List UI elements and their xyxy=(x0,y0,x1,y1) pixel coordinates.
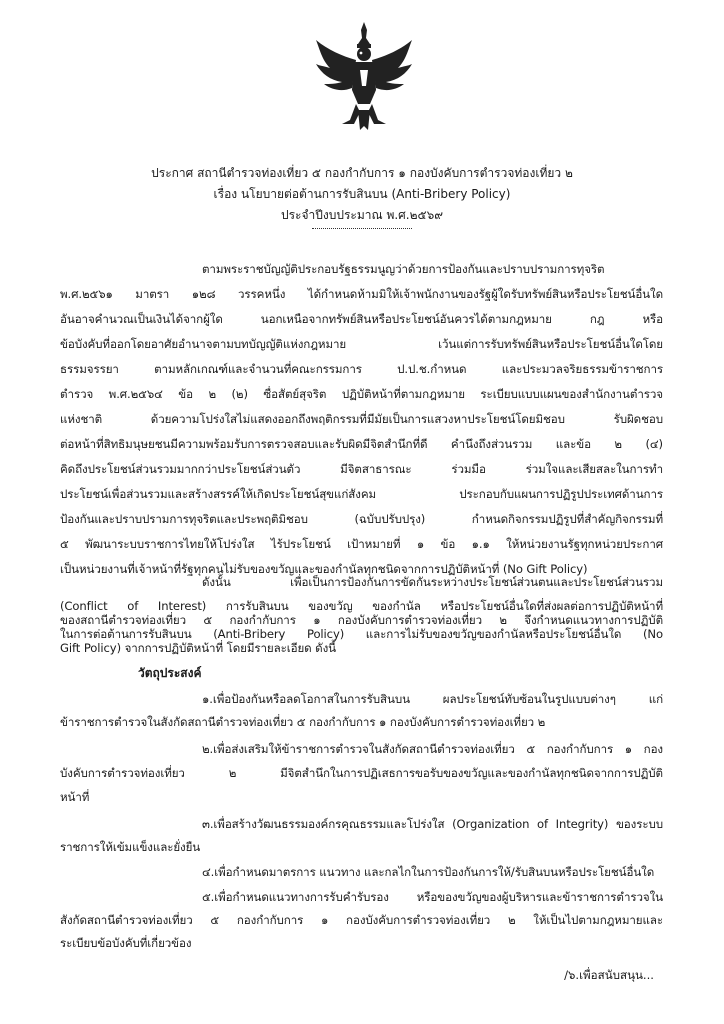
paragraph-line: ต่อหน้าที่สิทธิมนุษยชนมีความพร้อมรับการตรวจสอบและรับผิดมีจิตสำนึกที่ดี คำนึงถึงส่วนรวม และข้อ ๒ (๔) xyxy=(60,437,663,451)
paragraph-line: ตามพระราชบัญญัติประกอบรัฐธรรมนูญว่าด้วยการป้องกันและปราบปรามการทุจริต xyxy=(202,262,605,276)
continuation-marker: /๖.เพื่อสนับสนุน... xyxy=(564,968,654,982)
paragraph-line: (Conflict of Interest) การรับสินบน ของขวัญ ของกำนัล หรือประโยชน์อื่นใดที่ส่งผลต่อการปฏิบัติหน้าที่ xyxy=(60,599,663,613)
paragraph-line: ของสถานีตำรวจท่องเที่ยว ๕ กองกำกับการ ๑ กองบังคับการตำรวจท่องเที่ยว ๒ จึงกำหนดแนวทางการปฏิบัติ xyxy=(60,613,663,627)
paragraph-line: อันอาจคำนวณเป็นเงินได้จากผู้ใด นอกเหนือจากทรัพย์สินหรือประโยชน์อันควรได้ตามกฎหมาย กฎ หรือ xyxy=(60,312,663,326)
announcement-title: ประกาศ สถานีตำรวจท่องเที่ยว ๕ กองกำกับการ ๑ กองบังคับการตำรวจท่องเที่ยว ๒ xyxy=(151,166,573,180)
paragraph-line: ข้อบังคับที่ออกโดยอาศัยอำนาจตามบทบัญญัติแห่งกฎหมาย เว้นแต่การรับทรัพย์สินหรือประโยชน์อื่นใดโดย xyxy=(60,337,663,351)
paragraph-line: Gift Policy) จากการปฏิบัติหน้าที่ โดยมีรายละเอียด ดังนี้ xyxy=(60,641,336,655)
paragraph-line: แห่งชาติ ด้วยความโปร่งใสไม่แสดงออกถึงพฤติกรรมที่มีมัยเป็นการแสวงหาประโยชน์โดยมิชอบ รับผิดชอบ xyxy=(60,412,663,426)
paragraph-line: ตำรวจ พ.ศ.๒๕๖๔ ข้อ ๒ (๒) ซื่อสัตย์สุจริต ปฏิบัติหน้าที่ตามกฎหมาย ระเบียบแบบแผนของสำนักงานตำรวจ xyxy=(60,387,663,401)
objective-item-line: หน้าที่ xyxy=(60,790,90,804)
paragraph-line: ๕ พัฒนาระบบราชการไทยให้โปร่งใส ไร้ประโยชน์ เป้าหมายที่ ๑ ข้อ ๑.๑ ให้หน่วยงานรัฐทุกหน่วยประกาศ xyxy=(60,537,663,551)
paragraph-line: เป็นหน่วยงานที่เจ้าหน้าที่รัฐทุกคนไม่รับของขวัญและของกำนัลทุกชนิดจากการปฏิบัติหน้าที่ (No Gift Policy) xyxy=(60,562,588,576)
paragraph-line: ป้องกันและปราบปรามการทุจริตและประพฤติมิชอบ (ฉบับปรับปรุง) กำหนดกิจกรรมปฏิรูปที่สำคัญกิจกรรมที่ xyxy=(60,512,663,526)
objective-item-line: ๒.เพื่อส่งเสริมให้ข้าราชการตำรวจในสังกัดสถานีตำรวจท่องเที่ยว ๕ กองกำกับการ ๑ กอง xyxy=(202,742,663,756)
objective-item-line: ๑.เพื่อป้องกันหรือลดโอกาสในการรับสินบน ผลประโยชน์ทับซ้อนในรูปแบบต่างๆ แก่ xyxy=(202,692,663,706)
objective-item-line: ข้าราชการตำรวจในสังกัดสถานีตำรวจท่องเที่ยว ๕ กองกำกับการ ๑ กองบังคับการตำรวจท่องเที่ยว ๒ xyxy=(60,715,546,729)
paragraph-line: ธรรมจรรยา ตามหลักเกณฑ์และจำนวนที่คณะกรรมการ ป.ป.ช.กำหนด และประมวลจริยธรรมข้าราชการ xyxy=(60,362,663,376)
objective-item-line: บังคับการตำรวจท่องเที่ยว ๒ มีจิตสำนึกในการปฏิเสธการขอรับของขวัญและของกำนัลทุกชนิดจากการปฏิบัติ xyxy=(60,766,663,780)
garuda-emblem-icon xyxy=(312,20,416,132)
paragraph-line: พ.ศ.๒๕๖๑ มาตรา ๑๒๘ วรรคหนึ่ง ได้กำหนดห้ามมิให้เจ้าพนักงานของรัฐผู้ใดรับทรัพย์สินหรือประโยชน์อื่นใด xyxy=(60,287,663,301)
objective-item-line: ราชการให้เข้มแข็งและยั่งยืน xyxy=(60,840,201,854)
fiscal-year: ประจำปีงบประมาณ พ.ศ.๒๕๖๙ xyxy=(280,208,444,222)
announcement-subject: เรื่อง นโยบายต่อต้านการรับสินบน (Anti-Bribery Policy) xyxy=(213,187,511,201)
objective-item-line: ๓.เพื่อสร้างวัฒนธรรมองค์กรคุณธรรมและโปร่งใส (Organization of Integrity) ของระบบ xyxy=(202,817,663,831)
objectives-title: วัตถุประสงค์ xyxy=(138,666,202,680)
objective-item-line: ระเบียบข้อบังคับที่เกี่ยวข้อง xyxy=(60,936,192,950)
paragraph-line: ดังนั้น เพื่อเป็นการป้องกันการขัดกันระหว่างประโยชน์ส่วนตนและประโยชน์ส่วนรวม xyxy=(202,575,663,589)
objective-item-line: ๕.เพื่อกำหนดแนวทางการรับคำรับรอง หรือของขวัญของผู้บริหารและข้าราชการตำรวจใน xyxy=(202,890,663,904)
objective-item-line: สังกัดสถานีตำรวจท่องเที่ยว ๕ กองกำกับการ ๑ กองบังคับการตำรวจท่องเที่ยว ๒ ให้เป็นไปตามกฎหมายและ xyxy=(60,913,663,927)
paragraph-line: คิดถึงประโยชน์ส่วนรวมมากกว่าประโยชน์ส่วนตัว มีจิตสาธารณะ ร่วมมือ ร่วมใจและเสียสละในการทำ xyxy=(60,462,663,476)
objective-item-line: ๔.เพื่อกำหนดมาตรการ แนวทาง และกลไกในการป้องกันการให้/รับสินบนหรือประโยชน์อื่นใด xyxy=(202,865,655,879)
paragraph-line: ประโยชน์เพื่อส่วนรวมและสร้างสรรค์ให้เกิดประโยชน์สุขแก่สังคม ประกอบกับแผนการปฏิรูปประเทศด้านการ xyxy=(60,487,663,501)
dotted-divider xyxy=(312,228,412,229)
paragraph-line: ในการต่อต้านการรับสินบน (Anti-Bribery Policy) และการไม่รับของขวัญของกำนัลหรือประโยชน์อื่นใด (No xyxy=(60,627,663,641)
